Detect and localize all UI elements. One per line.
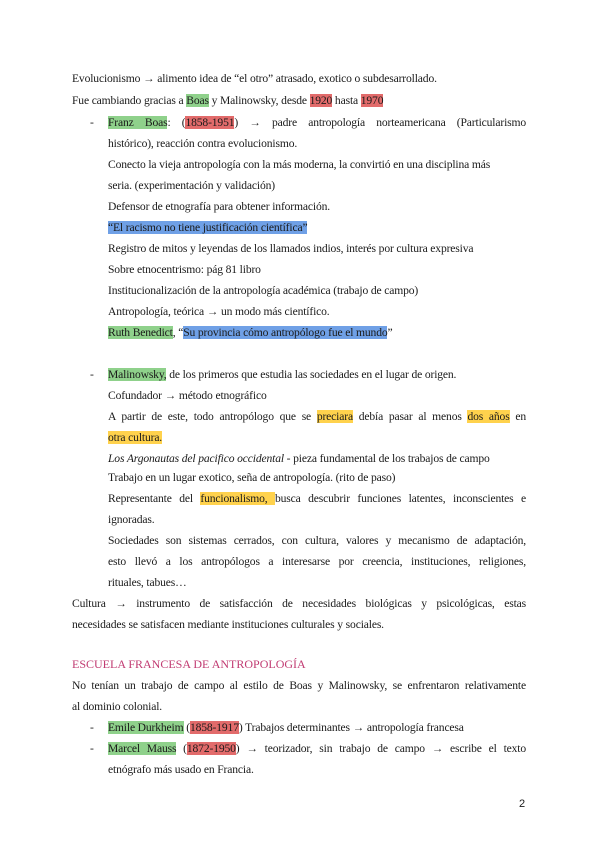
highlight-dos-anos: dos años <box>467 410 510 423</box>
boas-ruth-line <box>108 324 392 342</box>
cultura-line-2: necesidades se satisfacen mediante instituciones culturales y sociales. <box>72 618 384 631</box>
boas-line-8: Sobre etnocentrismo: pág 81 libro <box>108 263 261 276</box>
text: ) Trabajos determinantes → antropología francesa <box>238 721 464 734</box>
highlight-durkheim: Emile Durkheim <box>108 721 184 734</box>
highlight-mauss: Marcel Mauss <box>108 742 177 755</box>
text: de los primeros que estudia las sociedades en el lugar de origen. <box>166 368 457 381</box>
malinowski-line-1 <box>108 366 456 384</box>
highlight-durkheim-dates: 1858-1917 <box>189 721 239 734</box>
malinowski-line-2: Cofundador → método etnográfico <box>108 389 267 402</box>
durkheim-line <box>108 719 464 737</box>
highlight-preciara: preciara <box>316 410 353 423</box>
intro-line-2 <box>72 92 383 110</box>
malinowski-line-7 <box>108 490 526 508</box>
section-heading: ESCUELA FRANCESA DE ANTROPOLOGÍA <box>72 657 306 671</box>
text: busca descubrir funciones latentes, inconscientes e <box>275 492 526 505</box>
malinowski-line-3 <box>108 408 526 426</box>
highlight-racism-quote: “El racismo no tiene justificación científica” <box>108 221 308 234</box>
french-line-1: No tenían un trabajo de campo al estilo de Boas y Malinowsky, se enfrentaron relativamente <box>72 679 526 692</box>
bullet-dash: - <box>90 116 94 129</box>
highlight-boas-dates: 1858-1951 <box>185 116 235 129</box>
malinowski-line-5 <box>108 450 490 468</box>
book-title: Los Argonautas del pacifico occidental <box>108 452 284 465</box>
boas-line-9: Institucionalización de la antropología académica (trabajo de campo) <box>108 284 419 297</box>
page-number: 2 <box>519 798 525 810</box>
malinowski-line-6: Trabajo en un lugar exotico, seña de antropología. (rito de paso) <box>108 471 396 484</box>
boas-line-2: histórico), reacción contra evolucionismo. <box>108 137 298 150</box>
highlight-otra-cultura: otra cultura. <box>108 431 163 444</box>
highlight-boas: Boas <box>186 94 209 107</box>
text: en <box>509 410 526 423</box>
highlight-year-1920: 1920 <box>309 94 333 107</box>
malinowski-line-4 <box>108 429 162 447</box>
boas-line-3: Conecto la vieja antropología con la más moderna, la convirtió en una disciplina más <box>108 158 491 171</box>
text: ) → padre antropología norteamericana (Particularismo <box>234 116 526 129</box>
text: Representante del <box>108 492 201 505</box>
highlight-funcionalismo: funcionalismo, <box>200 492 275 505</box>
highlight-year-1970: 1970 <box>360 94 384 107</box>
boas-line-7: Registro de mitos y leyendas de los llamados indios, interés por cultura expresiva <box>108 242 474 255</box>
malinowski-line-8: ignoradas. <box>108 513 155 526</box>
text: Fue cambiando gracias a <box>72 94 187 107</box>
text: ) → teorizador, sin trabajo de campo → escribe el texto <box>235 742 526 755</box>
malinowski-line-10: esto llevó a los antropólogos a interesarse por creencia, instituciones, religiones, <box>108 555 526 568</box>
boas-line-1 <box>108 114 526 132</box>
boas-line-10: Antropología, teórica → un modo más científico. <box>108 305 330 318</box>
bullet-dash: - <box>90 721 94 734</box>
boas-line-4: seria. (experimentación y validación) <box>108 179 275 192</box>
french-line-2: al dominio colonial. <box>72 700 163 713</box>
text: debía pasar al menos <box>352 410 468 423</box>
highlight-ruth-book: Su provincia cómo antropólogo fue el mundo <box>183 326 388 339</box>
text: ( <box>183 721 190 734</box>
boas-quote-line <box>108 219 307 237</box>
bullet-dash: - <box>90 742 94 755</box>
mauss-line-1 <box>108 740 526 758</box>
text: ” <box>387 326 393 339</box>
text: ( <box>176 742 187 755</box>
bullet-dash: - <box>90 368 94 381</box>
malinowski-line-11: rituales, tabues… <box>108 576 187 589</box>
intro-line-1: Evolucionismo → alimento idea de “el otro” atrasado, exotico o subdesarrollado. <box>72 72 437 85</box>
malinowski-line-9: Sociedades son sistemas cerrados, con cultura, valores y mecanismo de adaptación, <box>108 534 526 547</box>
highlight-malinowsky: Malinowsky, <box>108 368 167 381</box>
highlight-franz-boas: Franz Boas <box>108 116 168 129</box>
text: hasta <box>332 94 361 107</box>
text: , “ <box>172 326 184 339</box>
text: A partir de este, todo antropólogo que se <box>108 410 317 423</box>
highlight-ruth-benedict: Ruth Benedict <box>108 326 173 339</box>
text: - pieza fundamental de los trabajos de campo <box>283 452 490 465</box>
boas-line-5: Defensor de etnografía para obtener información. <box>108 200 330 213</box>
cultura-line-1: Cultura → instrumento de satisfacción de necesidades biológicas y psicológicas, estas <box>72 597 526 610</box>
mauss-line-2: etnógrafo más usado en Francia. <box>108 763 254 776</box>
text: y Malinowsky, desde <box>208 94 310 107</box>
highlight-mauss-dates: 1872-1950 <box>186 742 236 755</box>
text: : ( <box>167 116 186 129</box>
